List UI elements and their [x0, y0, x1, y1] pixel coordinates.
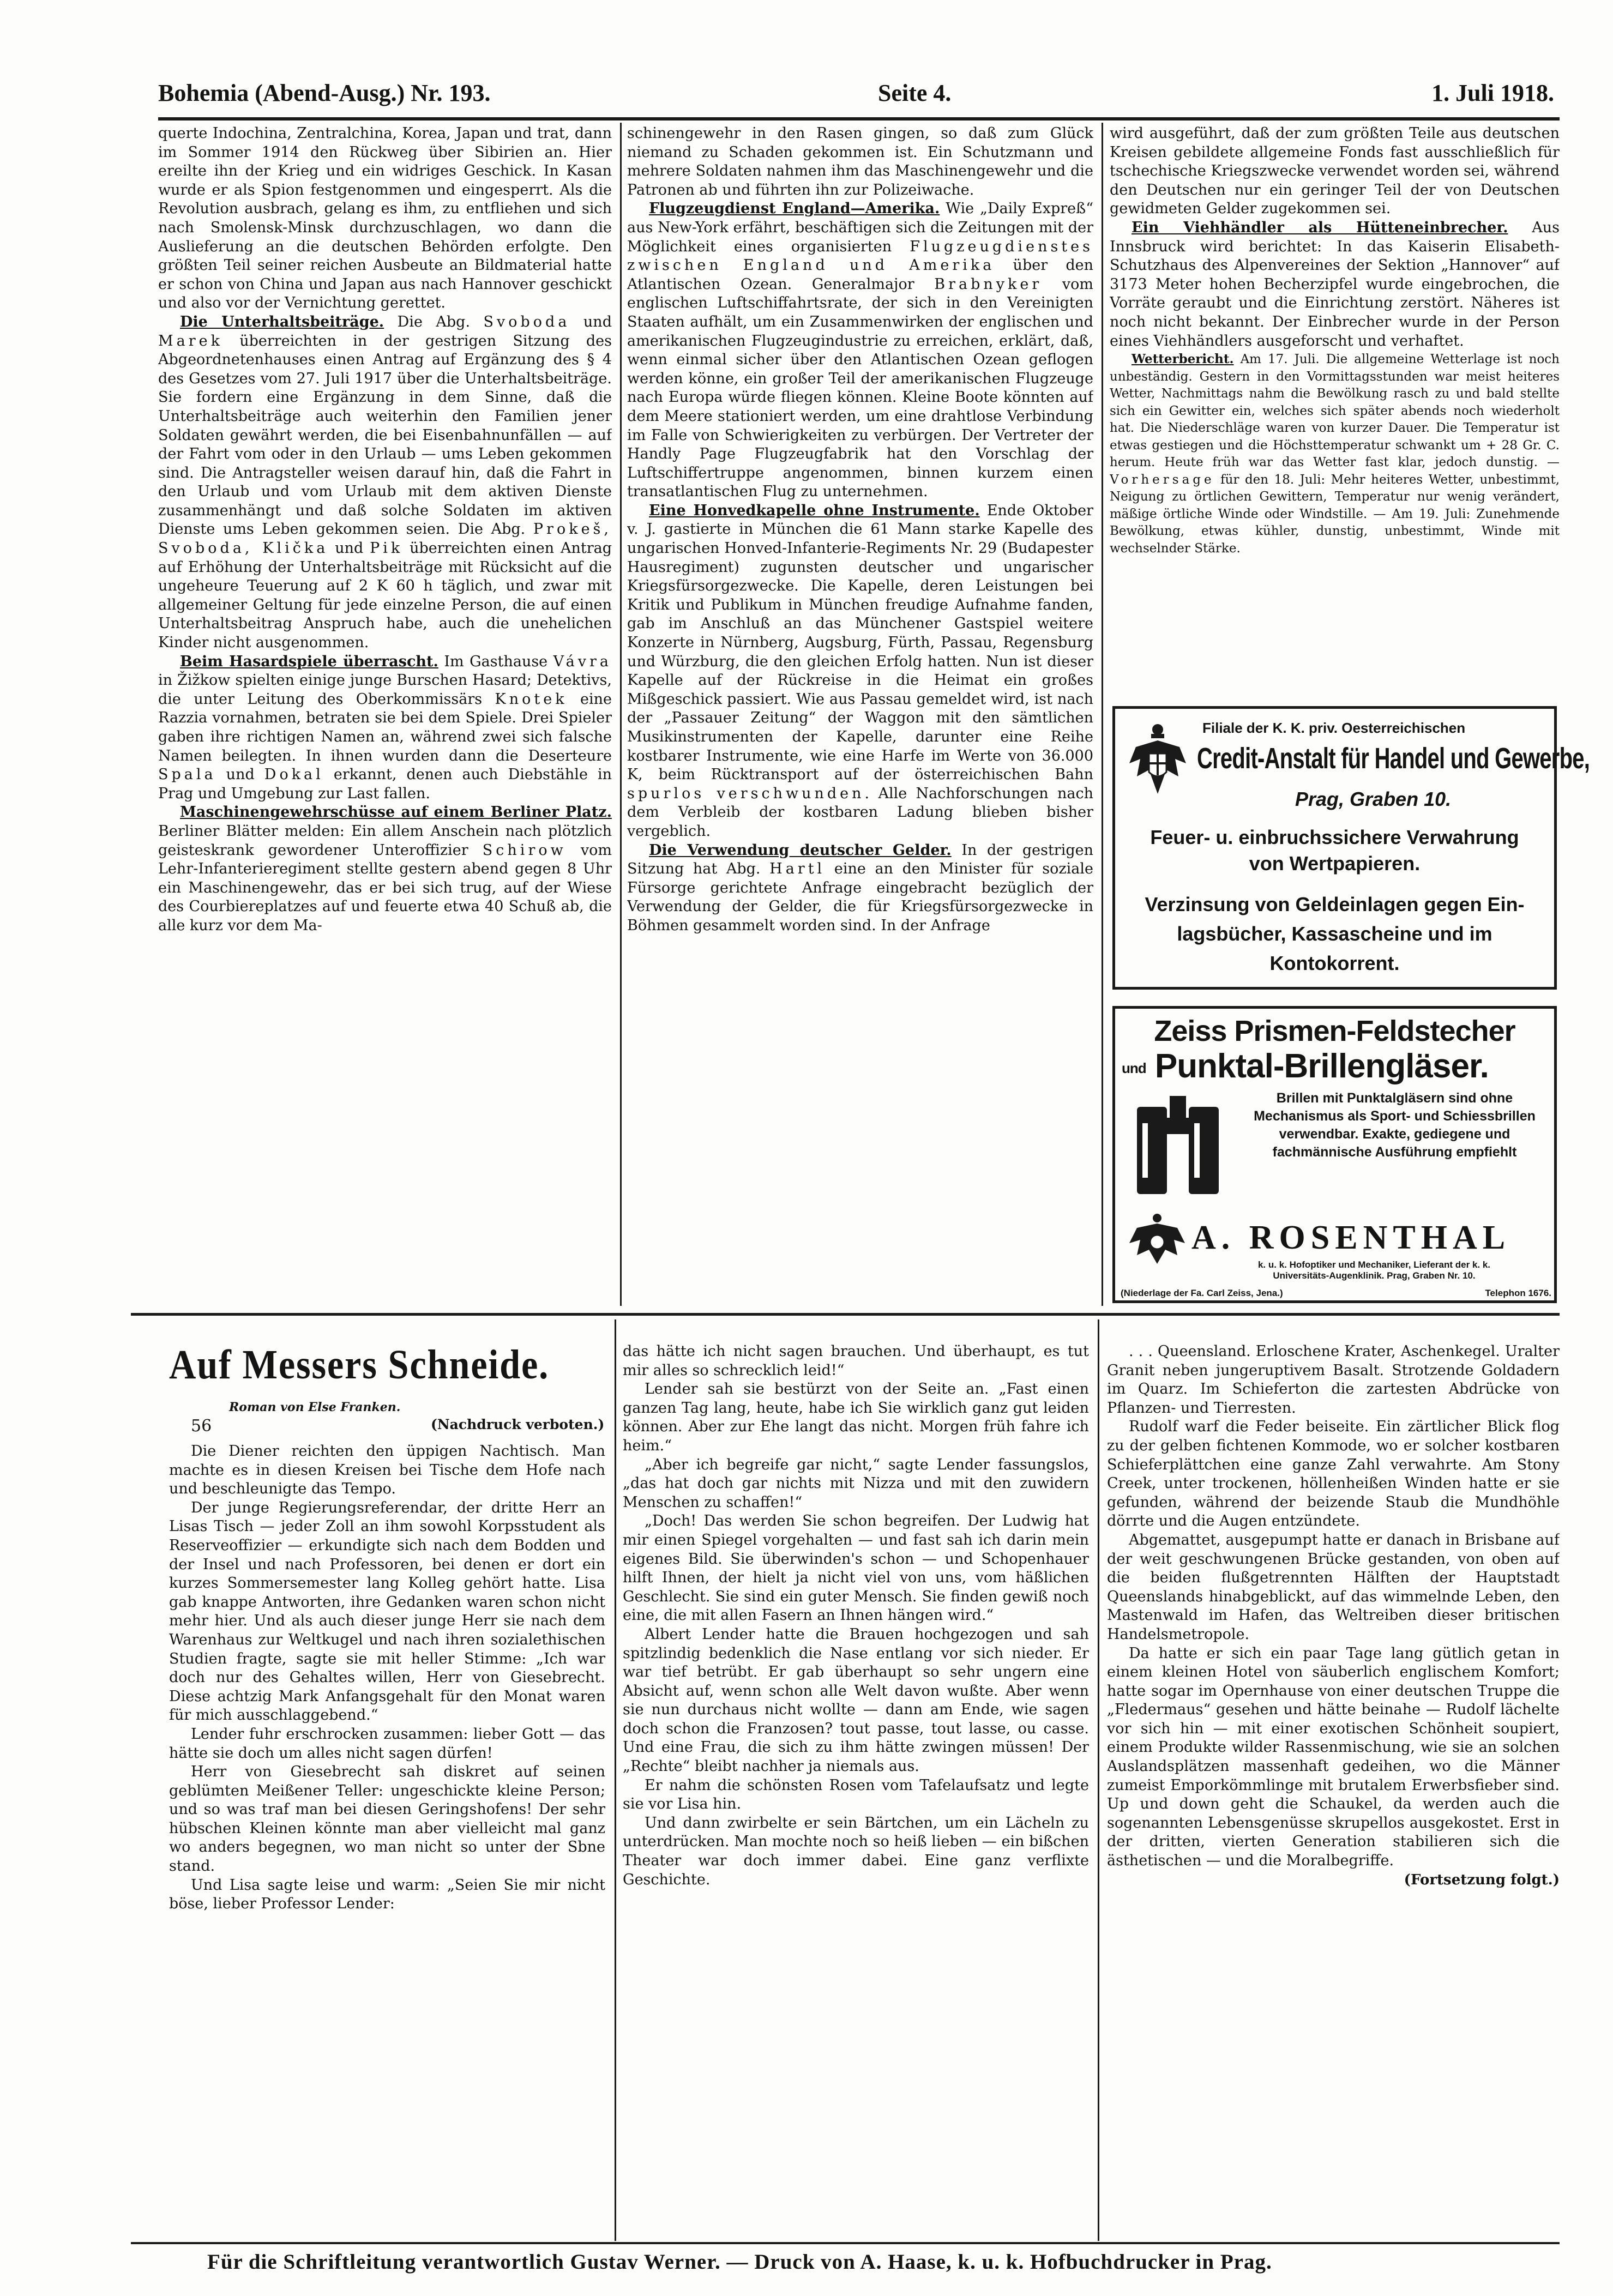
- article-heading: Wetterbericht.: [1131, 352, 1234, 367]
- novel-installment-number: 56: [191, 1417, 212, 1436]
- article-maschinengewehr: Maschinengewehrschüsse auf einem Berliner Platz. Berliner Blätter melden: Ein allem Anschein nach plötzlich geisteskrank gewordener Unteroffizier Schirow vom Lehr-Infanterieregiment stellte gestern abend gegen 8 Uhr ein Maschinengewehr, das er bei sich trug, auf der Wiese des Courbiereplatzes auf und feuerte etwa 40 Schuß ab, die alle kurz vor dem Ma-: [158, 804, 612, 934]
- header-rule: [158, 117, 1560, 120]
- novel-column-1: [169, 1442, 605, 2244]
- article-heading: Die Verwendung deutscher Gelder.: [649, 841, 952, 859]
- article-heading: Maschinengewehrschüsse auf einem Berliner Platz.: [180, 804, 612, 821]
- novel-paragraph: Und Lisa sagte leise und warm: „Seien Sie mir nicht böse, lieber Professor Lender:: [169, 1876, 605, 1913]
- issue-date: 1. Juli 1918.: [1431, 80, 1554, 106]
- novel-paragraph: Lender sah sie bestürzt von der Seite an. „Fast einen ganzen Tag lang, heute, habe ich Sie wirklich ganz gut leiden können. Aber zur Ehe langt das nicht. Morgen früh fahre ich heim.“: [623, 1381, 1089, 1454]
- novel-paragraph: das hätte ich nicht sagen brauchen. Und überhaupt, es tut mir alles so schrecklich leid!“: [623, 1343, 1089, 1379]
- column-rule: [615, 1319, 616, 2241]
- novel-column-2: [623, 1342, 1089, 2242]
- novel-paragraph: Herr von Giesebrecht sah diskret auf seinen geblümten Meißener Teller: ungeschickte kleine Person; und so was traf man bei diesen Geringshofens! Der sehr hübschen Kleinen könnte man aber vielleicht mal ganz wo anders begegnen, wo man nicht so unter der Sbne stand.: [169, 1763, 605, 1875]
- novel-paragraph: Die Diener reichten den üppigen Nachtisch. Man machte es in diesen Kreisen bei Tische dem Hofe nach und beschleunigte das Tempo.: [169, 1443, 605, 1498]
- novel-title: Auf Messers Schneide.: [169, 1342, 550, 1388]
- article-heading: Flugzeugdienst England—Amerika.: [649, 200, 940, 218]
- ad-zeiss-firm: A. ROSENTHAL: [1191, 1219, 1511, 1256]
- weather-report: Wetterbericht. Am 17. Juli. Die allgemeine Wetterlage ist noch unbeständig. Gestern in den Vormittagsstunden war meist heiteres Wetter, Nachmittags nahm die Bewölkung rasch zu und bald stellte sich ein Gewitter ein, welches sich später abends noch wiederholt hat. Die Niederschläge waren von kurzer Dauer. Die Temperatur ist etwas gestiegen und die Höchsttemperatur schwankt um + 28 Gr. C. herum. Heute früh war das Wetter fast klar, jedoch dunstig. — Vorhersage für den 18. Juli: Mehr heiteres Wetter, unbestimmt, Neigung zu örtlichen Gewittern, Temperatur nur wenig verändert, mäßige örtliche Winde oder Windstille. — Am 19. Juli: Zunehmende Bewölkung, etwas kühler, dunstig, unbestimmt, Winde mit wechselnder Stärke.: [1110, 352, 1560, 556]
- novel-paragraph: Da hatte er sich ein paar Tage lang gütlich getan in einem kleinen Hotel von säuberlich englischem Komfort; hatte sogar im Opernhause von einer deutschen Truppe die „Fledermaus“ gesehen und hätte beinahe — Rudolf lächelte vor sich hin — mit einer exotischen Schönheit soupiert, einem Produkte wilder Rassenmischung, wie sie an solchen Auslandsplätzen massenhaft gedeihen, wo die Männer zumeist Emporkömmlinge mit brutalem Erwerbsfieber sind. Up und down geht die Schaukel, da werden auch die sogenannten Lebensgenüsse skrupellos ausgekostet. Erst in der dritten, vierten Generation stabilieren sich die ästhetischen — und die Moralbegriffe.: [1107, 1644, 1560, 1870]
- section-rule: [131, 1313, 1560, 1316]
- ad-bank-subtitle: Filiale der K. K. priv. Oesterreichischen: [1202, 720, 1466, 736]
- ad-bank-name: Credit-Anstalt für Handel und Gewerbe,: [1197, 742, 1590, 775]
- column-rule: [1098, 1319, 1099, 2241]
- novel-paragraph: . . . Queensland. Erloschene Krater, Aschenkegel. Uralter Granit neben jungeruptivem Basalt. Strotzende Goldadern im Quarz. Im Schieferton die zartesten Abdrücke von Pflanzen- und Tierresten.: [1107, 1343, 1560, 1417]
- article-heading: Die Unterhaltsbeiträge.: [180, 313, 384, 330]
- footer-rule: [131, 2242, 1560, 2244]
- novel-paragraph: Der junge Regierungsreferendar, der dritte Herr an Lisas Tisch — jeder Zoll an ihm sowohl Korpsstudent als Reserveoffizier — erkundigte sich nach dem Bodden und der Insel und nach Professoren, bei denen er dort ein kurzes Sommersemester lang Kolleg gehört hatte. Lisa gab knappe Antworten, ihre Gedanken waren schon nicht mehr hier. Und als auch dieser junge Herr sie nach dem Warenhaus zur Weltkugel und nach ihren sozialethischen Studien fragte, sagte sie mit heller Stimme: „Ich war doch nur des Gehaltes willen, Herr von Giesebrecht. Diese achtzig Mark Anfangsgehalt für den Monat waren für mich ausschlaggebend.“: [169, 1499, 605, 1724]
- news-column-2: [627, 124, 1093, 1307]
- article-viehhaendler: Ein Viehhändler als Hütteneinbrecher. Aus Innsbruck wird berichtet: In das Kaiserin Elisabeth-Schutzhaus des Alpenvereines der Sektion „Hannover“ auf 3173 Meter hohen Becherzipfel wurde eingebrochen, die Vorräte geraubt und die Einrichtung zerstört. Näheres ist noch nicht bekannt. Der Einbrecher wurde in der Person eines Viehhändlers ausgeforscht und verhaftet.: [1110, 219, 1560, 349]
- eagle-crest-icon: [1125, 720, 1190, 802]
- ad-zeiss-footer: (Niederlage der Fa. Carl Zeiss, Jena.) Telephon 1676.: [1121, 1288, 1551, 1298]
- novel-author: Roman von Else Franken.: [229, 1400, 401, 1414]
- binoculars-icon: [1131, 1090, 1224, 1200]
- eagle-crest-icon: [1127, 1212, 1187, 1266]
- novel-paragraph: Und dann zwirbelte er sein Bärtchen, um ein Lächeln zu unterdrücken. Man mochte noch so heiß lieben — ein bißchen Theater war doch immer dabei. Eine ganz verflixte Geschichte.: [623, 1814, 1089, 1888]
- article-hasardspiel: Beim Hasardspiele überrascht. Im Gasthause Vávra in Žižkow spielten einige junge Burschen Hasard; Detektivs, die unter Leitung des Oberkommissärs Knotek eine Razzia vornahmen, betraten sie bei dem Spiele. Drei Spieler gaben ihre richtigen Namen an, während zwei sich falsche Namen beilegten. In ihnen wurden dann die Deserteure Spala und Dokal erkannt, denen auch Diebstähle in Prag und Umgebung zur Last fallen.: [158, 653, 612, 802]
- ad-bank-address: Prag, Graben 10.: [1295, 788, 1452, 810]
- novel-column-3: [1107, 1342, 1560, 2242]
- column-rule: [620, 123, 622, 1306]
- novel-paragraph: Lender fuhr erschrocken zusammen: lieber Gott — das hätte sie doch um alles nicht sagen dürfen!: [169, 1725, 605, 1762]
- novel-paragraph: Abgemattet, ausgepumpt hatte er danach in Brisbane auf der weit geschwungenen Brücke gestanden, von oben auf die beiden flußgetrennten Hälften der Hauptstadt Queenslands hinabgeblickt, auf das wimmelnde Leben, den Mastenwald im Hafen, das Weltreiben dieser britischen Handelsmetropole.: [1107, 1531, 1560, 1643]
- novel-paragraph: Er nahm die schönsten Rosen vom Tafelaufsatz und legte sie vor Lisa hin.: [623, 1776, 1089, 1813]
- article-honvedkapelle: Eine Honvedkapelle ohne Instrumente. Ende Oktober v. J. gastierte in München die 61 Mann starke Kapelle des ungarischen Honved-Infanterie-Regiments Nr. 29 (Budapester Hausregiment) zugunsten deutscher und ungarischer Kriegsfürsorgezwecke. Die Kapelle, deren Leistungen bei Kritik und Publikum in München freudige Aufnahme fanden, gab im Anschluß an das Münchener Gastspiel weitere Konzerte in Nürnberg, Augsburg, Fürth, Passau, Regensburg und Würzburg, die den gleichen Erfolg hatten. Nun ist dieser Kapelle auf der Rückreise in die Heimat ein großes Mißgeschick passiert. Wie aus Passau gemeldet wird, ist nach der „Passauer Zeitung“ der Waggon mit den sämtlichen Musikinstrumenten der Kapelle, darunter eine Reihe kostbarer Instrumente, wie eine Harfe im Werte von 36.000 K, beim Rücktransport auf der österreichischen Bahn spurlos verschwunden. Alle Nachforschungen nach dem Verbleib der kostbaren Ladung blieben bisher vergeblich.: [627, 502, 1093, 840]
- novel-paragraph: „Aber ich begreife gar nicht,“ sagte Lender fassungslos, „das hat doch gar nichts mit Nizza und mit den zuwidern Menschen zu schaffen!“: [623, 1456, 1089, 1511]
- ad-zeiss-description: Brillen mit Punktalgläsern sind ohne Mechanismus als Sport- und Schiessbrillen verwendbar. Exakte, gediegene und fachmännische Ausführung empfiehlt: [1254, 1090, 1536, 1160]
- news-column-3: [1110, 124, 1560, 702]
- ad-zeiss-phone: Telephon 1676.: [1485, 1288, 1551, 1298]
- column-rule: [1102, 123, 1103, 1306]
- imprint-footer: Für die Schriftleitung verantwortlich Gustav Werner. — Druck von A. Haase, k. u. k. Hofbuchdrucker in Prag.: [207, 2250, 1272, 2274]
- novel-copyright-note: (Nachdruck verboten.): [431, 1417, 605, 1432]
- article-heading: Eine Honvedkapelle ohne Instrumente.: [649, 502, 980, 519]
- novel-paragraph: Rudolf warf die Feder beiseite. Ein zärtlicher Blick flog zu der gelben fichtenen Kommode, wo er solcher kostbaren Schieferplättchen eine ganze Zahl verwahrte. Am Stony Creek, unter trockenen, höllenheißen Winden hatte er sie gefunden, während der beizende Staub die Mundhöhle dörrte und die Augen entzündete.: [1107, 1418, 1560, 1530]
- ad-zeiss-address: k. u. k. Hofoptiker und Mechaniker, Lieferant der k. k. Universitäts-Augenklinik. Prag, Graben Nr. 10.: [1257, 1260, 1491, 1281]
- article-heading: Beim Hasardspiele überrascht.: [180, 653, 438, 670]
- page-header: [158, 74, 1554, 112]
- masthead-issue: Bohemia (Abend-Ausg.) Nr. 193.: [158, 80, 491, 106]
- news-column-1: [158, 124, 612, 1307]
- article-deutsche-gelder: Die Verwendung deutscher Gelder. In der gestrigen Sitzung hat Abg. Hartl eine an den Minister für soziale Fürsorge gerichtete Anfrage eingebracht bezüglich der Verwendung der Gelder, die für Kriegsfürsorgezwecke in Böhmen gesammelt worden sind. In der Anfrage: [627, 841, 1093, 934]
- novel-paragraph: „Doch! Das werden Sie schon begreifen. Der Ludwig hat mir einen Spiegel vorgehalten — und fast sah ich darin mein eigenes Bild. Sie überwinden's schon — und Schopenhauer hilft Ihnen, der hielt ja nicht viel von uns, vom häßlichen Geschlecht. Sie sind ein guter Mensch. Sie finden gewiß noch eine, die mit allen Fasern an Ihnen hängen wird.“: [623, 1512, 1089, 1624]
- novel-paragraph: Albert Lender hatte die Brauen hochgezogen und sah spitzlindig bedenklich die Nase entlang vor sich nieder. Er war tief betrübt. Er gab überhaupt so sehr ungern eine Absicht auf, wenn schon alle Welt davon wußte. Aber wenn sie nun durchaus nicht wollte — dann am Ende, wie sagen doch schon die Franzosen? tout passe, tout lasse, ou casse. Und eine Frau, die sich zu ihm hätte zwingen müssen! Der „Rechte“ bleibt nachher ja niemals aus.: [623, 1625, 1089, 1775]
- article-heading: Ein Viehhändler als Hütteneinbrecher.: [1131, 219, 1508, 236]
- page-number: Seite 4.: [878, 80, 952, 106]
- ad-zeiss-headline: Zeiss Prismen-Feldstecher: [1154, 1015, 1515, 1047]
- ad-bank-interest: Verzinsung von Geldeinlagen gegen Ein- lagsbücher, Kassascheine und im Kontokorrent.: [1145, 893, 1525, 974]
- ad-zeiss-subheadline: und Punktal-Brillengläser.: [1122, 1047, 1489, 1085]
- continuation-note: (Fortsetzung folgt.): [1404, 1871, 1560, 1888]
- article-continuation: wird ausgeführt, daß der zum größten Teile aus deutschen Kreisen gebildete allgemeine Fonds fast ausschließlich für tschechische Kriegszwecke verwendet worden sei, während den Deutschen nur ein geringer Teil der von Deutschen gewidmeten Gelder zugekommen sei.: [1110, 125, 1560, 218]
- bank-advertisement: [1112, 706, 1590, 990]
- zeiss-advertisement: [1112, 1006, 1557, 1303]
- ad-bank-service: Feuer- u. einbruchssichere Verwahrung von Wertpapieren.: [1150, 826, 1519, 875]
- article-flugzeugdienst: Flugzeugdienst England—Amerika. Wie „Daily Expreß“ aus New-York erfährt, beschäftigen sich die Zeitungen mit der Möglichkeit eines organisierten Flugzeugdienstes zwischen England und Amerika über den Atlantischen Ozean. Generalmajor Brabnyker vom englischen Luftschiffahrtsrate, der sich in den Vereinigten Staaten aufhält, um ein Zusammenwirken der englischen und amerikanischen Flugzeugindustrie zu erreichen, erklärt, daß, wenn einmal sicher über den Atlantischen Ozean geflogen werden könne, ein großer Teil der amerikanischen Flugzeuge nach Europa würde fliegen können. Kleine Boote könnten auf dem Meere stationiert werden, um eine drahtlose Verbindung im Falle von Schwierigkeiten zu verbürgen. Der Vertreter der Handly Page Flugzeugfabrik hat den Vorschlag der Luftschiffertruppe angenommen, binnen kurzem einen transatlantischen Flug zu unternehmen.: [627, 200, 1093, 501]
- article-unterhaltsbeitraege: Die Unterhaltsbeiträge. Die Abg. Svoboda und Marek überreichten in der gestrigen Sitzung des Abgeordnetenhauses einen Antrag auf Ergänzung des § 4 des Gesetzes vom 27. Juli 1917 über die Unterhaltsbeiträge. Sie fordern eine Ergänzung in dem Sinne, daß die Unterhaltsbeiträge auch weiterhin den Familien jener Soldaten gewährt werden, die bei Eisenbahnunfällen — auf der Fahrt vom oder in den Urlaub — ums Leben gekommen sind. Die Antragsteller weisen darauf hin, daß die Fahrt in den Urlaub und vom Urlaub mit dem aktiven Dienste zusammenhängt und daß solche Soldaten im aktiven Dienste ums Leben gekommen seien. Die Abg. Prokeš, Svoboda, Klička und Pik überreichten einen Antrag auf Erhöhung der Unterhaltsbeiträge mit Rücksicht auf die ungeheure Teuerung auf 2 K 60 h täglich, und zwar mit allgemeiner Geltung für jede einzelne Person, die auf einen Unterhaltsbeitrag Anspruch habe, auch die unehelichen Kinder nicht ausgenommen.: [158, 313, 612, 652]
- article-continuation: querte Indochina, Zentralchina, Korea, Japan und trat, dann im Sommer 1914 den Rückweg über Sibirien an. Hier ereilte ihn der Krieg und ein widriges Geschick. In Kasan wurde er als Spion festgenommen und eingesperrt. Als die Revolution ausbrach, gelang es ihm, zu entfliehen und sich nach Smolensk-Minsk durchzuschlagen, wo dann die Auslieferung an die deutschen Behörden erfolgte. Den größten Teil seiner reichen Ausbeute an Bildmaterial hatte er schon von China und Japan aus nach Hannover geschickt und also vor der Vernichtung gerettet.: [158, 125, 612, 312]
- article-continuation: schinengewehr in den Rasen gingen, so daß zum Glück niemand zu Schaden gekommen ist. Ein Schutzmann und mehrere Soldaten nahmen ihm das Maschinengewehr und die Patronen ab und führten ihn zur Polizeiwache.: [627, 125, 1093, 198]
